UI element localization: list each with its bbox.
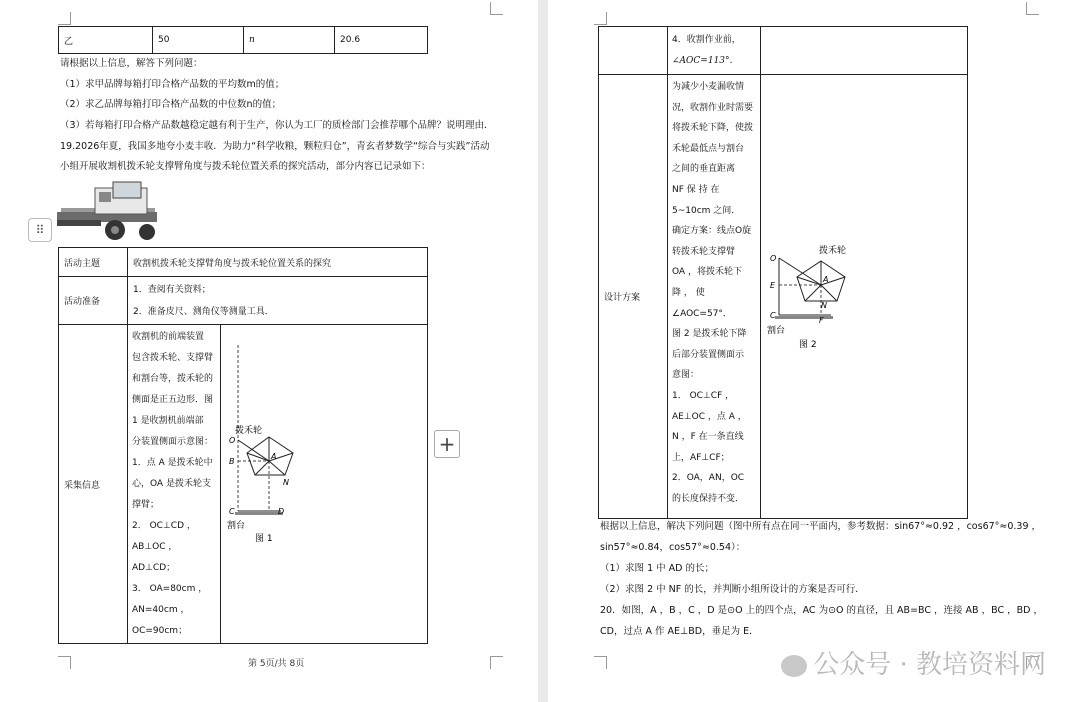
crop-mark [594,656,607,669]
crop-mark [490,656,503,669]
point-label: D [278,507,285,516]
design-plan-line: 意图： [672,370,700,381]
collect-info-line: 2． OC⊥CD ， [132,521,196,531]
collect-info-line: AN=40cm ， [132,605,190,615]
figure-2 [761,75,968,519]
fig2-table-label: 割台 [767,326,786,336]
fig1-caption: 图 1 [255,534,273,544]
question-19-text: 小组开展收割机拨禾轮支撑臂角度与拨禾轮位置关系的探究活动，部分内容已记录如下： [60,161,431,172]
collect-info-line: 侧面是正五边形．图 [132,395,214,405]
fig2-caption: 图 2 [799,340,817,350]
page-footer: 第 5页/共 8页 [248,659,305,669]
design-plan-text [668,75,761,519]
point-label: C [229,507,235,516]
collect-info-line: 心，OA 是拨禾轮支 [132,479,211,489]
collect-info-line: 撑臂； [132,500,160,510]
table-cell: 乙 [59,27,153,54]
instruction-line: （2）求乙品牌每箱打印合格产品数的中位数n的值； [60,99,282,110]
add-icon[interactable]: + [434,430,460,458]
crop-mark [594,12,607,25]
wechat-logo-icon [781,655,807,677]
design-plan-line: 将拨禾轮下降，使拨 [672,123,754,134]
activity-table [58,247,428,644]
segment-OA [238,440,269,461]
collect-info-label: 采集信息 [59,325,128,644]
point-label: N [821,301,827,310]
page-left [0,0,538,702]
figure-1 [221,325,427,643]
design-plan-line: 5~10cm 之间． [672,205,741,216]
design-plan-line: 况，收割作业时需要 [672,102,754,113]
design-plan-line: 之间的垂直距离 [672,164,736,175]
activity-prep-label: 活动准备 [59,277,128,325]
cutting-table [235,512,283,515]
point-label: N [283,478,289,487]
design-plan-line: N ，F 在一条直线 [672,432,744,443]
crop-mark [1026,2,1039,15]
collect-info-line: AD⊥CD； [132,563,176,573]
watermark-text: 公众号 · 教培资料网 [813,650,1046,680]
design-plan-line: 后部分装置侧面示 [672,349,745,360]
design-plan-line: AE⊥OC ，点 A ， [672,411,747,422]
design-plan-line: OA ，将拨禾轮下 [672,267,742,278]
collect-info-line: AB⊥OC ， [132,542,178,552]
collect-info-text [128,325,221,643]
segment-OA [779,258,821,285]
crop-mark [58,656,71,669]
point-label: O [770,254,777,263]
crop-mark [490,2,503,15]
table-cell: 50 [153,27,244,54]
design-plan-line: 禾轮最低点与割台 [672,143,745,154]
collect-info-line: 收割机的前端装置 [132,332,205,342]
design-plan-line: 降 ， 使 [672,287,705,298]
point-label: E [770,281,776,290]
design-plan-label: 设计方案 [599,75,668,519]
collect-info-line: 1．点 A 是拨禾轮中 [132,458,213,468]
crop-mark [58,12,71,25]
collect-info-line: 3． OA=80cm ， [132,584,208,594]
drag-handle-icon[interactable]: ⠿ [28,218,52,242]
collect-info-line: 1 是收割机前端部 [132,416,204,426]
design-plan-line: NF 保 持 在 [672,184,720,195]
instruction-line: （1）求甲品牌每箱打印合格产品数的平均数m的值； [60,79,285,90]
question-part: （1）求图 1 中 AD 的长； [600,563,714,574]
table-cell: 20.6 [335,27,428,54]
harvester-image [55,180,165,242]
prep-step-4: 4．收割作业前， [672,34,741,45]
design-plan-line: 上，AF⊥CF； [672,452,730,463]
design-plan-line: 1． OC⊥CF ， [672,390,735,401]
design-table [598,26,968,519]
point-label: O [229,436,236,445]
fig1-table-label: 割台 [227,521,246,531]
fig2-wheel-label: 拨禾轮 [819,246,847,256]
table-cell: n [244,27,335,54]
design-plan-line: ∠AOC=57°． [672,308,732,319]
collect-info-line: 和割台等，拨禾轮的 [132,374,214,384]
point-label: B [229,457,235,466]
design-plan-line: 的长度保持不变． [672,493,745,504]
point-label: C [770,311,776,320]
point-label: A [271,452,277,461]
collect-info-line: OC=90cm； [132,626,188,636]
question-20-text: CD，过点 A 作 AE⊥BD，垂足为 E． [600,626,759,637]
data-table [58,26,428,54]
collect-info-line: 包含拨禾轮、支撑臂 [132,353,214,363]
prep-item: 1．查阅有关资料； [133,284,211,295]
design-plan-line: 2．OA，AN，OC [672,473,745,484]
angle-aoc-113: ∠AOC=113°． [672,55,739,66]
instruction-line: （3）若每箱打印合格产品数越稳定越有利于生产，你认为工厂的质检部门会推荐哪个品牌？说明理由． [60,120,494,131]
question-20-text: 20．如图，A ，B ，C ，D 是⊙O 上的四个点，AC 为⊙O 的直径，且 AB=BC ，连接 AB ，BC ，BD ， [600,605,1043,616]
point-label: A [823,275,829,284]
instruction-line: 请根据以上信息，解答下列问题： [60,58,203,69]
watermark [781,644,1046,681]
design-plan-line: 为减少小麦漏收情 [672,82,745,92]
prep-item: 2．准备皮尺、测角仪等测量工具． [133,306,274,317]
question-part: （2）求图 2 中 NF 的长，并判断小组所设计的方案是否可行． [600,584,865,595]
question-19-text: 19.2026年夏，我国多地夸小麦丰收．为助力“科学收粮，颗粒归仓”，青玄者梦数学“综合与实践”活动 [60,141,490,152]
activity-theme-label: 活动主题 [59,248,128,277]
design-plan-line: 转拨禾轮支撑臂 [672,246,736,257]
page-right [548,0,1080,702]
activity-theme-value: 收割机拨禾轮支撑臂角度与拨禾轮位置关系的探究 [128,248,428,277]
design-plan-line: 图 2 是拨禾轮下降 [672,329,747,340]
point-label: F [819,316,824,325]
reference-data-line: 根据以上信息，解决下列问题（图中所有点在同一平面内，参考数据：sin67°≈0.92 ，cos67°≈0.39 ， [600,521,1042,532]
collect-info-line: 分装置侧面示意图： [132,437,214,447]
reference-data-line: sin57°≈0.84，cos57°≈0.54）： [600,542,746,553]
fig1-wheel-label: 拨禾轮 [235,426,263,436]
design-plan-line: 确定方案：线点O旋 [672,226,752,237]
cutting-table [775,316,833,319]
